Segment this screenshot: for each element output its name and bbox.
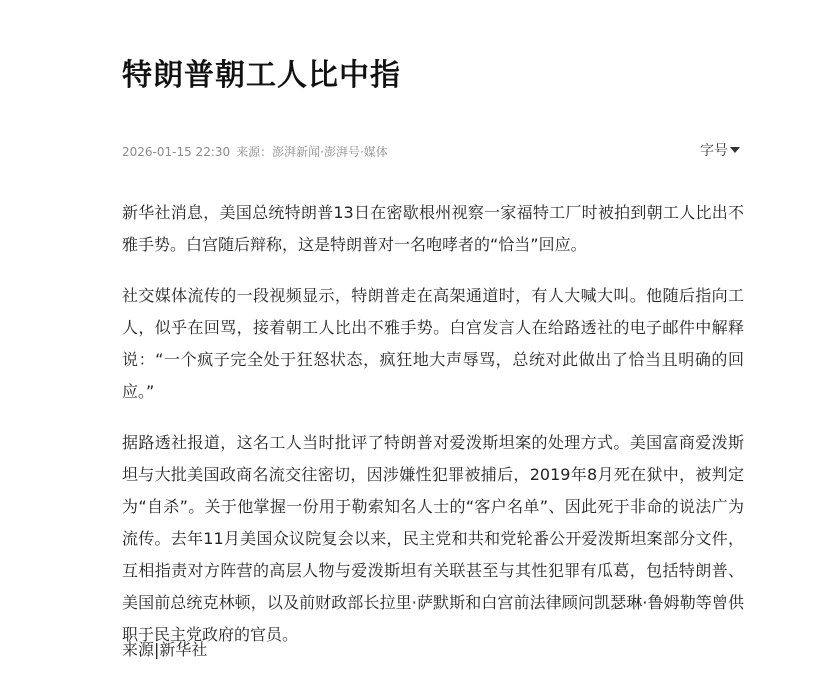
article-body	[122, 197, 744, 670]
scrollbar[interactable]	[826, 0, 832, 677]
paragraph-1: 新华社消息，美国总统特朗普13日在密歇根州视察一家福特工厂时被拍到朝工人比出不雅手势。白宫随后辩称，这是特朗普对一名咆哮者的“恰当”回应。	[122, 203, 744, 254]
article-meta	[122, 143, 388, 160]
caret-down-icon	[730, 147, 740, 153]
publish-date: 2026-01-15 22:30	[122, 145, 231, 159]
paragraph-2: 社交媒体流传的一段视频显示，特朗普走在高架通道时，有人大喊大叫。他随后指向工人，似乎在回骂，接着朝工人比出不雅手势。白宫发言人在给路透社的电子邮件中解释说：“一个疯子完全处于狂怒状态，疯狂地大声辱骂，总统对此做出了恰当且明确的回应。”	[122, 286, 744, 401]
page-title: 特朗普朝工人比中指	[122, 58, 401, 93]
font-size-label: 字号	[700, 143, 728, 159]
font-size-button[interactable]	[700, 140, 740, 160]
footer-source: 来源|新华社	[122, 640, 208, 659]
article-source: 来源：澎湃新闻·澎湃号·媒体	[236, 145, 388, 159]
paragraph-3: 据路透社报道，这名工人当时批评了特朗普对爱泼斯坦案的处理方式。美国富商爱泼斯坦与大批美国政商名流交往密切，因涉嫌性犯罪被捕后，2019年8月死在狱中，被判定为“自杀”。关于他掌握一份用于勒索知名人士的“客户名单”、因此死于非命的说法广为流传。去年11月美国众议院复会以来，民主党和共和党轮番公开爱泼斯坦案部分文件，互相指责对方阵营的高层人物与爱泼斯坦有关联甚至与其性犯罪有瓜葛，包括特朗普、美国前总统克林顿，以及前财政部长拉里·萨默斯和白宫前法律顾问凯瑟琳·鲁姆勒等曾供职于民主党政府的官员。	[122, 433, 744, 644]
